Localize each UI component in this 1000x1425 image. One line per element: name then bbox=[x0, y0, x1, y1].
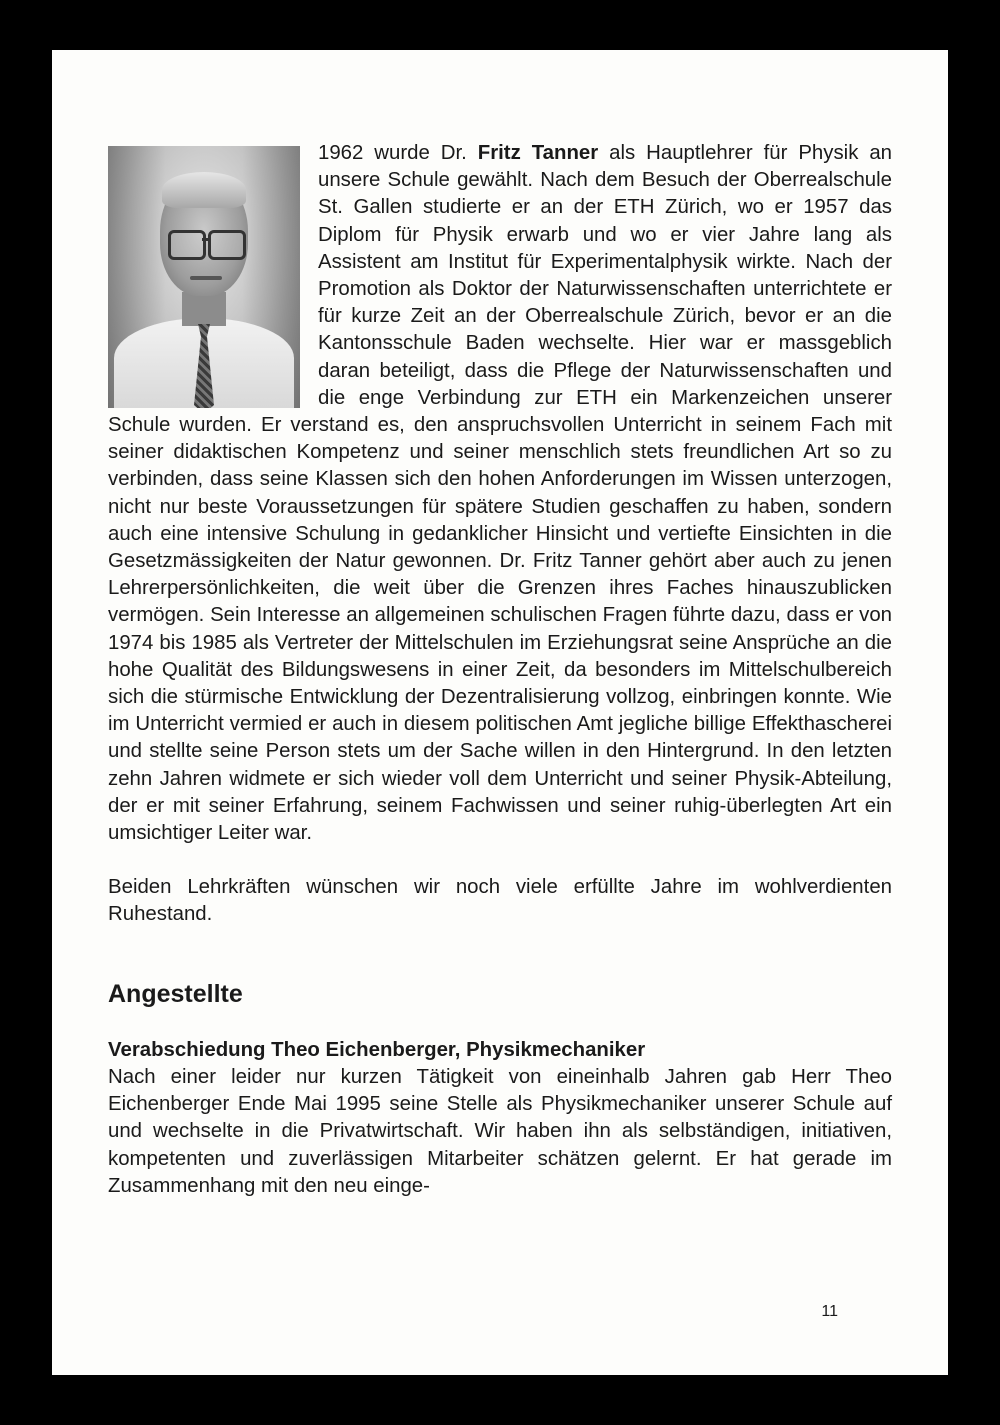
tanner-text: als Hauptlehrer für Physik an unsere Schule gewählt. Nach dem Besuch der Oberrealschule St. Gallen studierte er an der ETH Zürich, wo er 1957 das Diplom für Physik erwarb und wo er vier Jahre lang als Assistent am Institut für Experimentalphysik wirkte. Nach der Promotion als Doktor der Naturwissenschaften unterrichtete er für kurze Zeit an der Oberrealschule Zürich, bevor er an die Kantonsschule Baden wechselte. Hier war er massgeblich daran beteiligt, dass die Pflege der Naturwissenschaften und die enge Verbindung zur ETH ein Markenzeichen unserer Schule wurden. Er verstand es, den anspruchsvollen Unterricht in seinem Fach mit seiner didaktischen Kompetenz und seiner menschlich stets freundlichen Art so zu verbinden, dass seine Klassen sich den hohen Anforderungen im Wissen unterzogen, nicht nur beste Voraussetzungen für spätere Studien geschaffen zu haben, sondern auch eine intensive Schulung in gedanklicher Hinsicht und vertiefte Einsichten in die Gesetzmässigkeiten der Natur gewonnen. Dr. Fritz Tanner gehört aber auch zu jenen Lehrerpersönlichkeiten, die weit über die Grenzen ihres Faches hinauszublicken vermögen. Sein Interesse an allgemeinen schulischen Fragen führte dazu, dass er von 1974 bis 1985 als Vertreter der Mittelschulen im Erziehungsrat seine Ansprüche an die hohe Qualität des Bildungswesens in einer Zeit, da besonders im Mittelschulbereich sich die stürmische Entwicklung der Dezentralisierung vollzog, einbringen konnte. Wie im Unterricht vermied er auch in diesem politischen Amt jegliche billige Effekthascherei und stellte seine Person stets um der Sache willen in den Hintergrund. In den letzten zehn Jahren widmete er sich wieder voll dem Unterricht und seiner Physik-Abteilung, der er mit seiner Erfahrung, seinem Fachwissen und seiner ruhig-überlegten Art ein umsichtiger Leiter war. bbox=[108, 142, 892, 845]
closing-paragraph: Beiden Lehrkräften wünschen wir noch viele erfüllte Jahre im wohlverdienten Ruhestand. bbox=[108, 876, 892, 926]
subsection-heading: Verabschiedung Theo Eichenberger, Physikmechaniker bbox=[108, 1038, 646, 1061]
document-page bbox=[52, 50, 948, 1375]
article-body bbox=[108, 140, 892, 1200]
tanner-name: Fritz Tanner bbox=[477, 142, 599, 164]
page-number: 11 bbox=[821, 1303, 838, 1320]
section-heading: Angestellte bbox=[108, 979, 243, 1008]
eichenberger-paragraph: Nach einer leider nur kurzen Tätigkeit von eineinhalb Jahren gab Herr Theo Eichenberger Ende Mai 1995 seine Stelle als Physikmechaniker unserer Schule auf und wechselte in die Privatwirtschaft. Wir haben ihn als selbständigen, initiativen, kompetenten und zuverlässigen Mitarbeiter schätzen gelernt. Er hat gerade im Zusammenhang mit den neu einge- bbox=[108, 1065, 892, 1197]
tanner-lead: 1962 wurde Dr. bbox=[318, 142, 478, 164]
portrait-photo bbox=[108, 146, 300, 408]
